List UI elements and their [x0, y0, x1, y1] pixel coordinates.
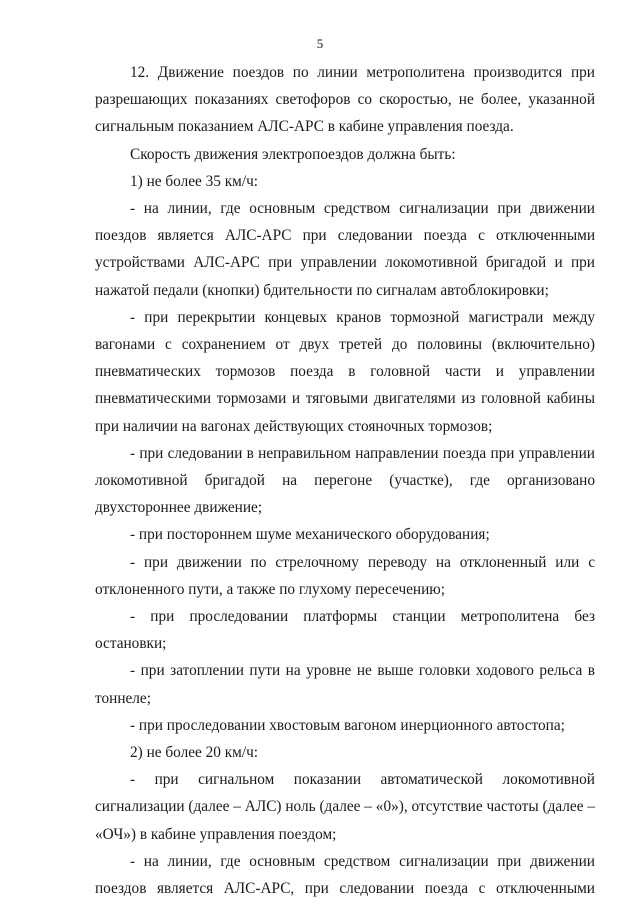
- list-item-als-ars-disabled: - на линии, где основным средством сигнализации при движении поездов является АЛС-АРС при следовании поезда с отключенными устройствами АЛС-АРС при управлении локомотивной бригадой и при нажатой педали (кнопки) бдительности по сигналам автоблокировки;: [95, 200, 595, 299]
- paragraph-35-kmh-heading: 1) не более 35 км/ч:: [130, 172, 259, 190]
- page-number: 5: [316, 36, 324, 51]
- list-item-switch-turnout: - при движении по стрелочному переводу на отклоненный или с отклоненного пути, а также по глухому пересечению;: [95, 553, 595, 598]
- list-item-mechanical-noise: - при постороннем шуме механического оборудования;: [130, 526, 490, 544]
- list-item-wrong-direction: - при следовании в неправильном направлении поезда при управлении локомотивной бригадой на перегоне (участке), где организовано двухстороннее движение;: [95, 444, 595, 517]
- document-body: [95, 59, 595, 902]
- list-item-als-ars-line: - на линии, где основным средством сигнализации при движении поездов является АЛС-АРС, при следовании поезда с отключенными: [95, 852, 595, 898]
- list-item-track-flooding: - при затоплении пути на уровне не выше головки ходового рельса в тоннеле;: [95, 662, 595, 707]
- list-item-brake-valves: - при перекрытии концевых кранов тормозной магистрали между вагонами с сохранением от двух третей до половины (включительно) пневматических тормозов поезда в головной части и управлении пневматическими тормозами и тяговыми двигателями из головной кабины при наличии на вагонах действующих стояночных тормозов;: [95, 308, 595, 435]
- list-item-als-zero-signal: - при сигнальном показании автоматической локомотивной сигнализации (далее – АЛС) ноль (далее – «0»), отсутствие частоты (далее – «ОЧ») в кабине управления поездом;: [95, 771, 595, 843]
- paragraph-speed-intro: Скорость движения электропоездов должна быть:: [130, 145, 456, 163]
- list-item-inertial-autostop: - при проследовании хвостовым вагоном инерционного автостопа;: [130, 716, 565, 734]
- paragraph-20-kmh-heading: 2) не более 20 км/ч:: [130, 744, 259, 762]
- paragraph-12-movement: 12. Движение поездов по линии метрополитена производится при разрешающих показаниях светофоров со скоростью, не более, указанной сигнальным показанием АЛС-АРС в кабине управления поезда.: [95, 64, 595, 136]
- list-item-station-pass: - при проследовании платформы станции метрополитена без остановки;: [95, 608, 595, 653]
